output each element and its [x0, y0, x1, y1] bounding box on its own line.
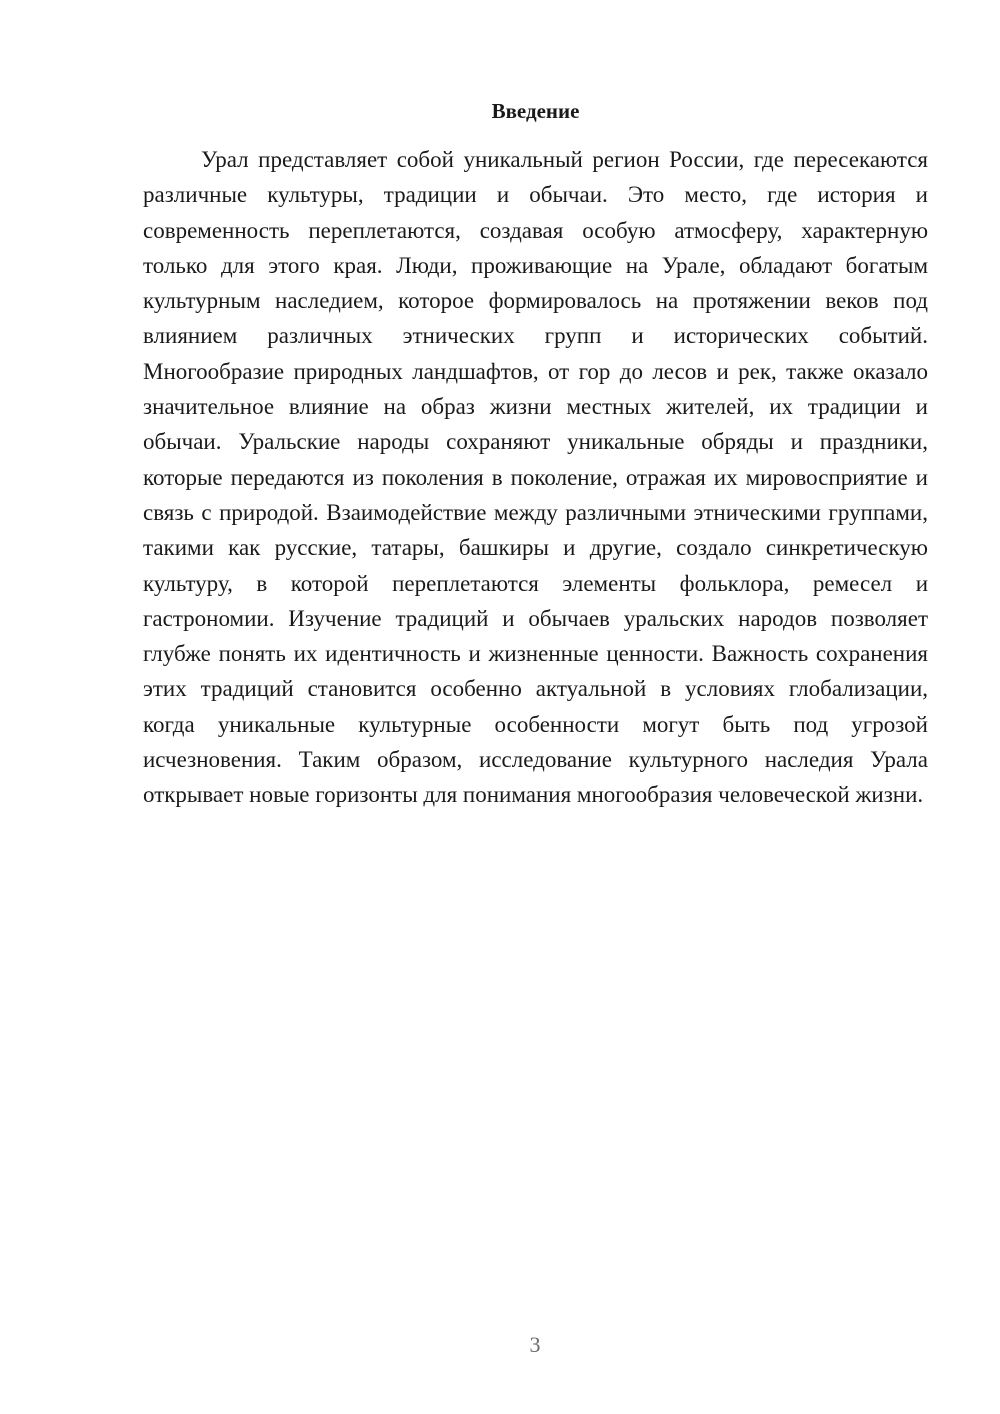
section-heading: Введение	[491, 99, 580, 123]
page-number: 3	[529, 1332, 541, 1357]
body-paragraph: Урал представляет собой уникальный регион России, где пересекаются различные культуры, традиции и обычаи. Это место, где история и современность переплетаются, создавая особую атмосферу, характерную только для этого края. Люди, проживающие на Урале, обладают богатым культурным наследием, которое формировалось на протяжении веков под влиянием различных этнических групп и исторических событий. Многообразие природных ландшафтов, от гор до лесов и рек, также оказало значительное влияние на образ жизни местных жителей, их традиции и обычаи. Уральские народы сохраняют уникальные обряды и праздники, которые передаются из поколения в поколение, отражая их мировосприятие и связь с природой. Взаимодействие между различными этническими группами, такими как русские, татары, башкиры и другие, создало синкретическую культуру, в которой переплетаются элементы фольклора, ремесел и гастрономии. Изучение традиций и обычаев уральских народов позволяет глубже понять их идентичность и жизненные ценности. Важность сохранения этих традиций становится особенно актуальной в условиях глобализации, когда уникальные культурные особенности могут быть под угрозой исчезновения. Таким образом, исследование культурного наследия Урала открывает новые горизонты для понимания многообразия человеческой жизни.	[143, 147, 928, 808]
